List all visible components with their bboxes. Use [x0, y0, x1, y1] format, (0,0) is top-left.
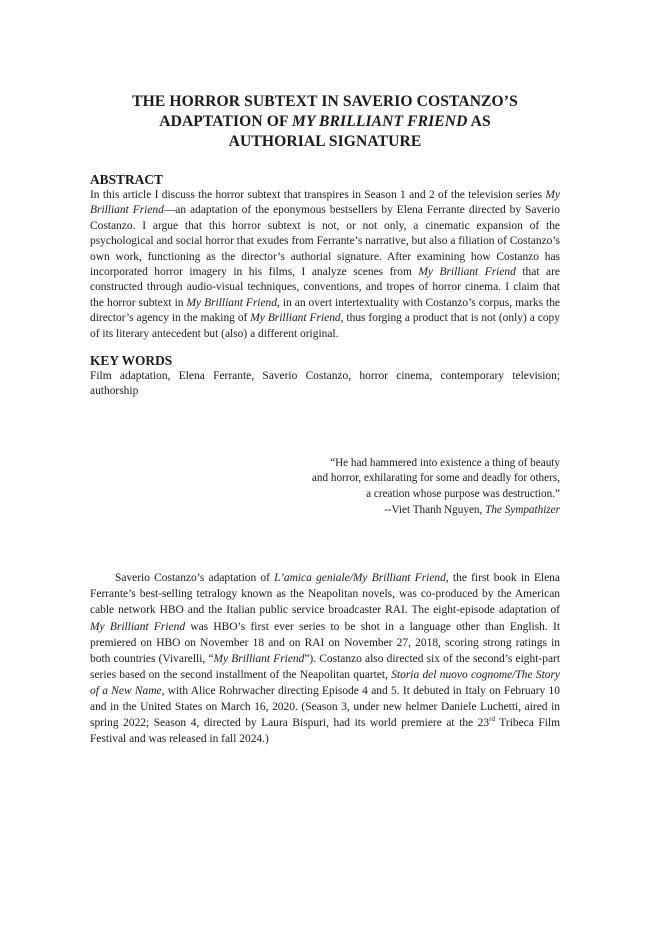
abstract-text-3: that are constructed through audio-visual techniques, conventions, and tropes of horror cinema. I claim that the horror subtext in: [90, 266, 561, 309]
body-text-6: Tribeca Film Festival and was released in fall 2024.): [90, 717, 560, 746]
abstract-text-5: , thus forging a product that is not (only) a copy of its literary antecedent but (also) a different original.: [90, 312, 560, 340]
epigraph-line-3: a creation whose purpose was destruction.”: [366, 488, 560, 501]
body-italic-2: My Brilliant Friend: [90, 620, 186, 633]
body-paragraph: [90, 570, 560, 747]
epigraph-attribution: [90, 503, 560, 519]
abstract-text-1: In this article I discuss the horror subtext that transpires in Season 1 and 2 of the television series: [90, 189, 546, 201]
article-title: [90, 92, 560, 152]
title-line-2-post: AS: [467, 113, 491, 130]
abstract-italic-2: My Brilliant Friend: [418, 266, 516, 279]
title-line-2-italic: MY BRILLIANT FRIEND: [292, 113, 468, 130]
body-superscript: rd: [489, 715, 495, 724]
keywords-text: Film adaptation, Elena Ferrante, Saverio Costanzo, horror cinema, contemporary television; authorship: [90, 370, 560, 398]
body-text-3: was HBO’s first ever series to be shot in a language other than English. It premiered on HBO on November 18 and on RAI on November 27, 2018, scoring strong ratings in both countries (Vivarelli, “: [90, 620, 560, 665]
abstract-section: [90, 172, 560, 342]
abstract-italic-3: My Brilliant Friend: [186, 296, 277, 309]
epigraph: [90, 456, 560, 518]
abstract-text-2: —an adaptation of the eponymous bestsellers by Elena Ferrante directed by Saverio Costanzo. I argue that this horror subtext is not, or not only, a cinematic expansion of the psychological and social horror that exudes from Ferrante’s narrative, but also a filiation of Costanzo’s own work, functioning as the director’s authorial signature. After examining how Costanzo has incorporated horror imagery in his films, I analyze scenes from: [90, 204, 560, 279]
epigraph-work: The Sympathizer: [485, 503, 560, 516]
abstract-text-4: , in an overt intertextuality with Costanzo’s corpus, marks the director’s agency in the making of: [90, 296, 561, 325]
keywords-heading: KEY WORDS: [90, 353, 173, 369]
title-line-3: AUTHORIAL SIGNATURE: [228, 133, 422, 150]
epigraph-line-1: “He had hammered into existence a thing of beauty: [330, 456, 560, 469]
title-line-1: THE HORROR SUBTEXT IN SAVERIO COSTANZO’S: [132, 93, 518, 110]
title-line-2-pre: ADAPTATION OF: [159, 113, 293, 130]
body-text-2: , the first book in Elena Ferrante’s best-selling tetralogy known as the Neapolitan novels, was co-produced by the American cable network HBO and the Italian public service broadcaster RAI. The eight-episode adaptation of: [90, 572, 560, 617]
keywords-section: [90, 353, 560, 400]
abstract-italic-1: My Brilliant Friend: [90, 189, 560, 217]
body-italic-3: My Brilliant Friend: [213, 652, 305, 665]
body-text-5: , with Alice Rohrwacher directing Episode 4 and 5. It debuted in Italy on February 10 and in the United States on March 16, 2020. (Season 3, under new helmer Daniele Luchetti, aired in spring 2022; Season 4, directed by Laura Bispuri, had its world premiere at the 23: [90, 684, 560, 730]
abstract-italic-4: My Brilliant Friend: [250, 312, 341, 325]
epigraph-author: --Viet Thanh Nguyen,: [384, 503, 486, 516]
body-text-4: ”). Costanzo also directed six of the second’s eight-part series based on the second installment of the Neapolitan quartet,: [90, 652, 561, 681]
body-italic-1: L’amica geniale/My Brilliant Friend: [274, 572, 446, 585]
epigraph-line-2: and horror, exhilarating for some and deadly for others,: [311, 472, 560, 485]
body-text-1: Saverio Costanzo’s adaptation of: [115, 572, 275, 585]
title-line-2: [90, 112, 560, 132]
body-italic-4: Storia del nuovo cognome/The Story of a New Name: [90, 668, 561, 697]
abstract-text: [90, 188, 560, 342]
abstract-heading: ABSTRACT: [90, 172, 163, 187]
